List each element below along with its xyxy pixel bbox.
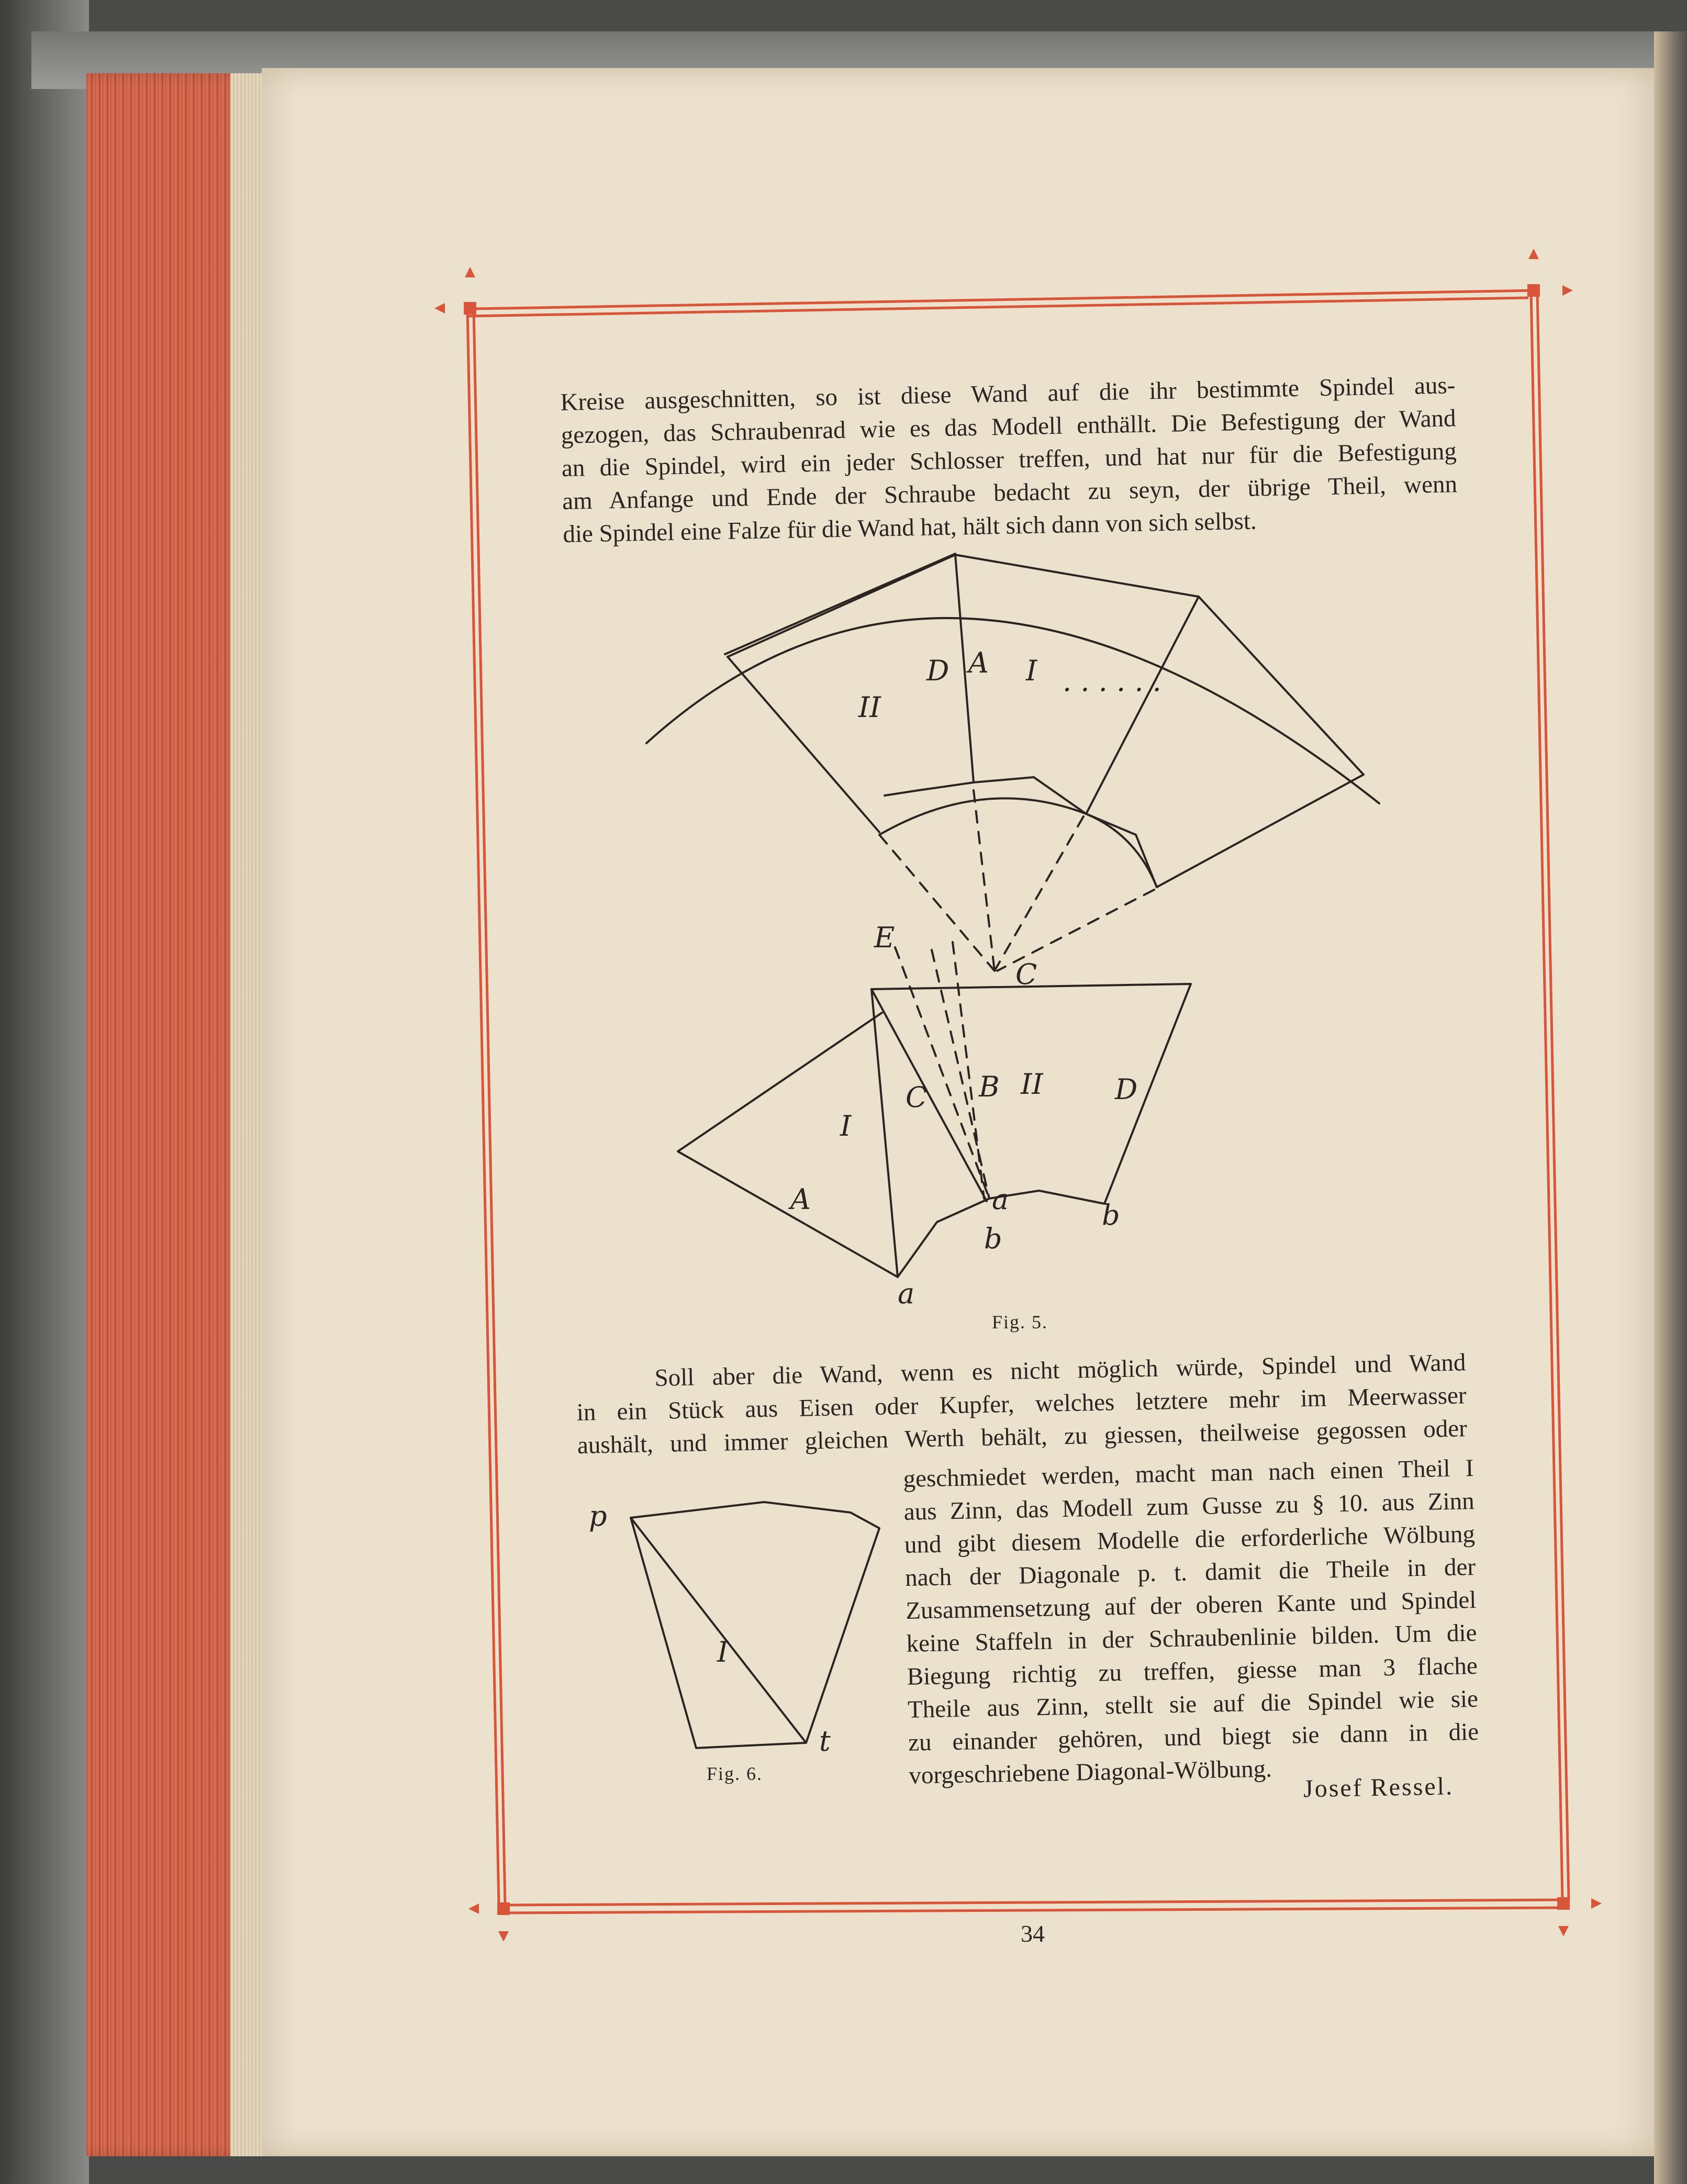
fig6-label-t: t	[819, 1724, 831, 1757]
paragraph-line: nach der Diagonale p. t. damit die Theile in der	[904, 1553, 1476, 1592]
fig5-label-a-bottom: A	[790, 1183, 811, 1216]
fig5-label-d-right: D	[1115, 1073, 1138, 1106]
fig6-diagonal	[631, 1518, 806, 1743]
paragraph-line: gezogen, das Schraubenrad wie es das Modell enthällt. Die Befestigung der Wand	[561, 405, 1456, 449]
paragraph-line: keine Staffeln in der Schraubenlinie bilden. Um die	[906, 1619, 1477, 1657]
fig5-label-c-top: C	[1015, 958, 1037, 991]
paragraph-line: Soll aber die Wand, wenn es nicht möglich würde, Spindel und Wand	[654, 1349, 1466, 1392]
paragraph-line: Biegung richtig zu treffen, giesse man 3 flache	[907, 1652, 1478, 1690]
paragraph-line: und gibt diesem Modelle die erforderliche Wölbung	[904, 1520, 1476, 1559]
fig5-label-a-top: A	[968, 646, 989, 679]
author-signature: Josef Ressel.	[1303, 1772, 1454, 1803]
paragraph-line: Kreise ausgeschnitten, so ist diese Wand auf die ihr bestimmte Spindel aus-	[560, 372, 1456, 416]
fig5-label-b-right: b	[1102, 1199, 1120, 1231]
paragraph-line: Zusammensetzung auf der oberen Kante und Spindel	[905, 1586, 1477, 1625]
paragraph-line: in ein Stück aus Eisen oder Kupfer, welches letztere mehr im Meerwasser	[576, 1382, 1467, 1426]
paragraph-line: die Spindel eine Falze für die Wand hat, hält sich dann von sich selbst.	[562, 507, 1257, 548]
fig5-label-a: a	[898, 1277, 915, 1310]
fig5-label-e: E	[874, 921, 895, 954]
paragraph-line: an die Spindel, wird ein jeder Schlosser treffen, und hat nur für die Befestigung	[561, 438, 1457, 482]
paragraph-line: geschmiedet werden, macht man nach einen Theil I	[903, 1454, 1474, 1493]
paragraph-line: am Anfange und Ende der Schraube bedacht zu seyn, der übrige Theil, wenn	[562, 471, 1458, 515]
fig5-label-b-center: b	[984, 1222, 1002, 1255]
fig5-label-ii-mid: II	[1021, 1068, 1043, 1101]
fig6-label-p: p	[589, 1499, 607, 1532]
fig5-label-i-top: I	[1026, 654, 1037, 687]
fig5-label-b: B	[979, 1070, 1000, 1103]
fig5-label-c-left: C	[906, 1081, 928, 1114]
paragraph-line: zu einander gehören, und biegt sie dann in die	[908, 1718, 1479, 1756]
fig5-label-i-left: I	[840, 1110, 852, 1143]
fig6-caption: Fig. 6.	[707, 1763, 763, 1784]
fig5-label-a-small: a	[992, 1183, 1009, 1216]
fig6-label-i: I	[717, 1636, 729, 1668]
fig5-label-dots: . . . . . .	[1063, 665, 1161, 698]
paragraph-line: aus Zinn, das Modell zum Gusse zu § 10. aus Zinn	[903, 1487, 1475, 1526]
paragraph-line: aushält, und immer gleichen Werth behält, zu giessen, theilweise gegossen oder	[577, 1415, 1468, 1459]
fig5-label-d-top: D	[926, 654, 949, 687]
fig5-caption: Fig. 5.	[992, 1312, 1048, 1332]
fig6-shape	[631, 1502, 879, 1748]
fig5-label-ii-top: II	[858, 691, 881, 724]
paragraph-line: Theile aus Zinn, stellt sie auf die Spindel wie sie	[907, 1685, 1479, 1723]
page-number: 34	[1021, 1920, 1045, 1947]
paragraph-line: vorgeschriebene Diagonal-Wölbung.	[908, 1755, 1272, 1789]
